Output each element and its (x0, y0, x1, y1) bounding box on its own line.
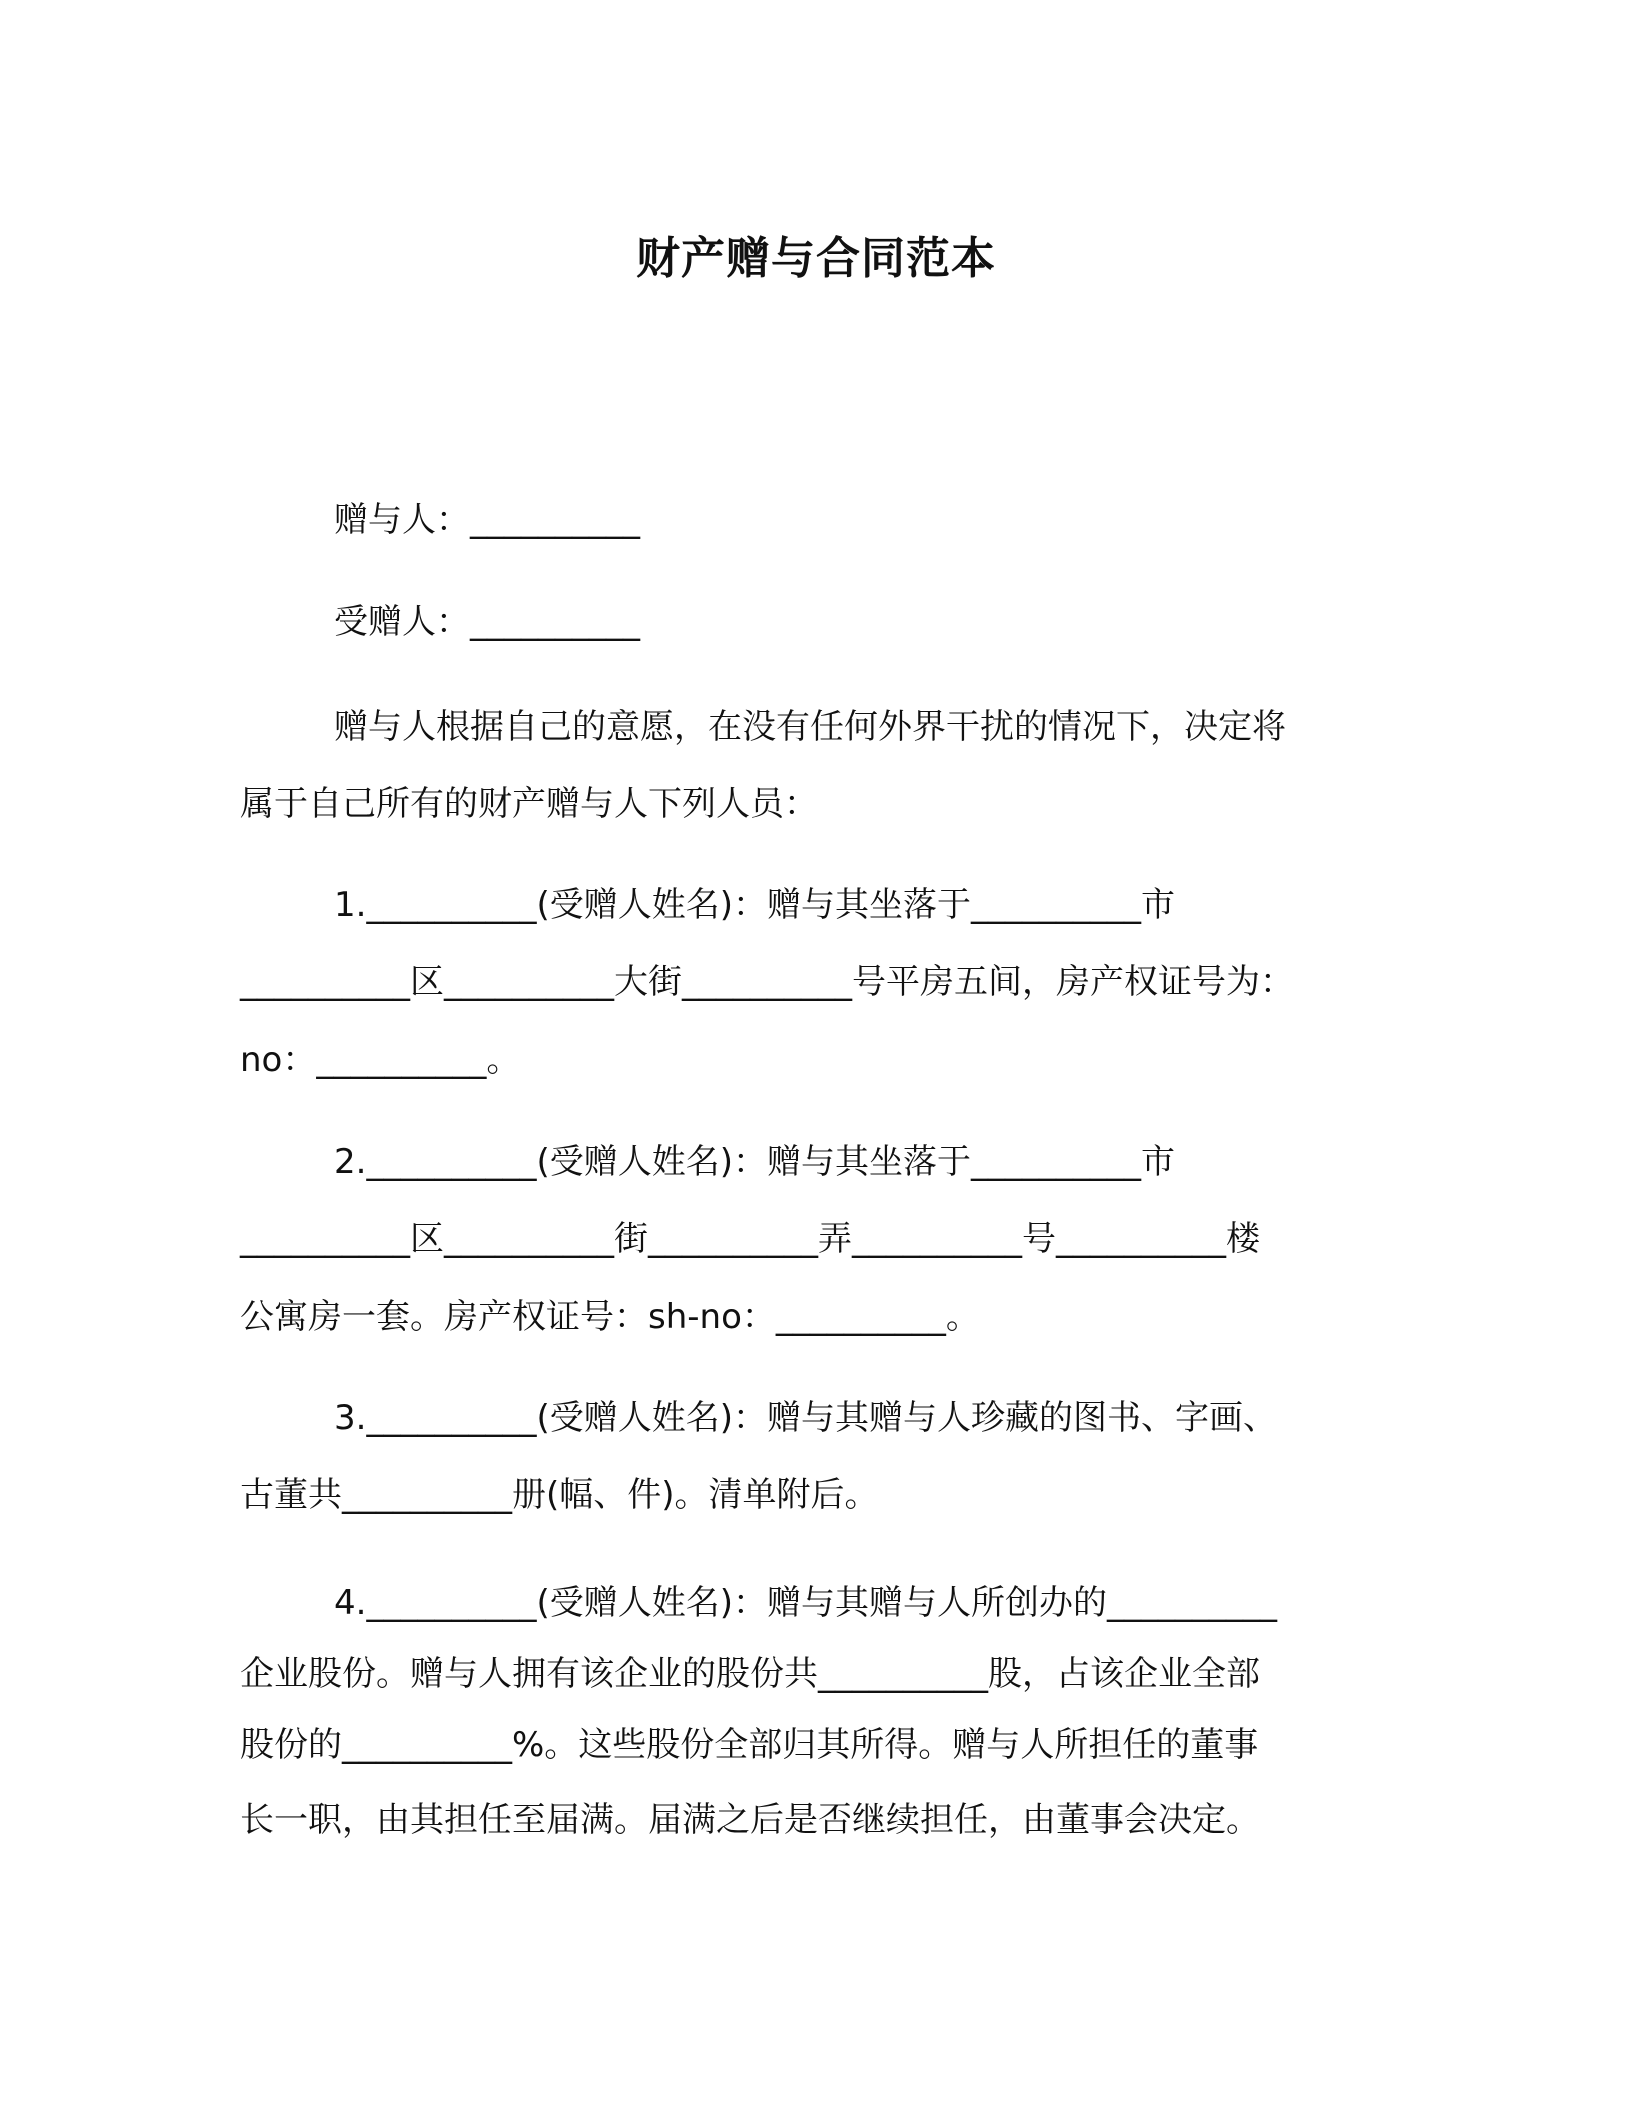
item-4-line-2: 企业股份。赠与人拥有该企业的股份共__________股，占该企业全部 (240, 1654, 1260, 1694)
intro-line-2: 属于自己所有的财产赠与人下列人员： (240, 784, 818, 824)
item-3-line-1: 3.__________(受赠人姓名)：赠与其赠与人珍藏的图书、字画、 (334, 1398, 1277, 1438)
item-4-line-4: 长一职，由其担任至届满。届满之后是否继续担任，由董事会决定。 (240, 1800, 1260, 1840)
donor-line: 赠与人：__________ (334, 500, 640, 540)
item-1-line-2: __________区__________大街__________号平房五间，房产权证号为： (240, 962, 1294, 1002)
item-2-line-1: 2.__________(受赠人姓名)：赠与其坐落于__________市 (334, 1142, 1175, 1182)
document-title: 财产赠与合同范本 (636, 233, 996, 284)
donee-line: 受赠人：__________ (334, 602, 640, 642)
item-4-line-1: 4.__________(受赠人姓名)：赠与其赠与人所创办的__________ (334, 1583, 1277, 1623)
item-2-line-3: 公寓房一套。房产权证号：sh-no：__________。 (240, 1297, 980, 1337)
item-2-line-2: __________区__________街__________弄__________号__________楼 (240, 1219, 1260, 1259)
item-1-line-3: no：__________。 (240, 1040, 521, 1080)
item-3-line-2: 古董共__________册(幅、件)。清单附后。 (240, 1475, 879, 1515)
item-1-line-1: 1.__________(受赠人姓名)：赠与其坐落于__________市 (334, 885, 1175, 925)
item-4-line-3: 股份的__________%。这些股份全部归其所得。赠与人所担任的董事 (240, 1725, 1259, 1765)
intro-line-1: 赠与人根据自己的意愿，在没有任何外界干扰的情况下，决定将 (334, 707, 1286, 747)
